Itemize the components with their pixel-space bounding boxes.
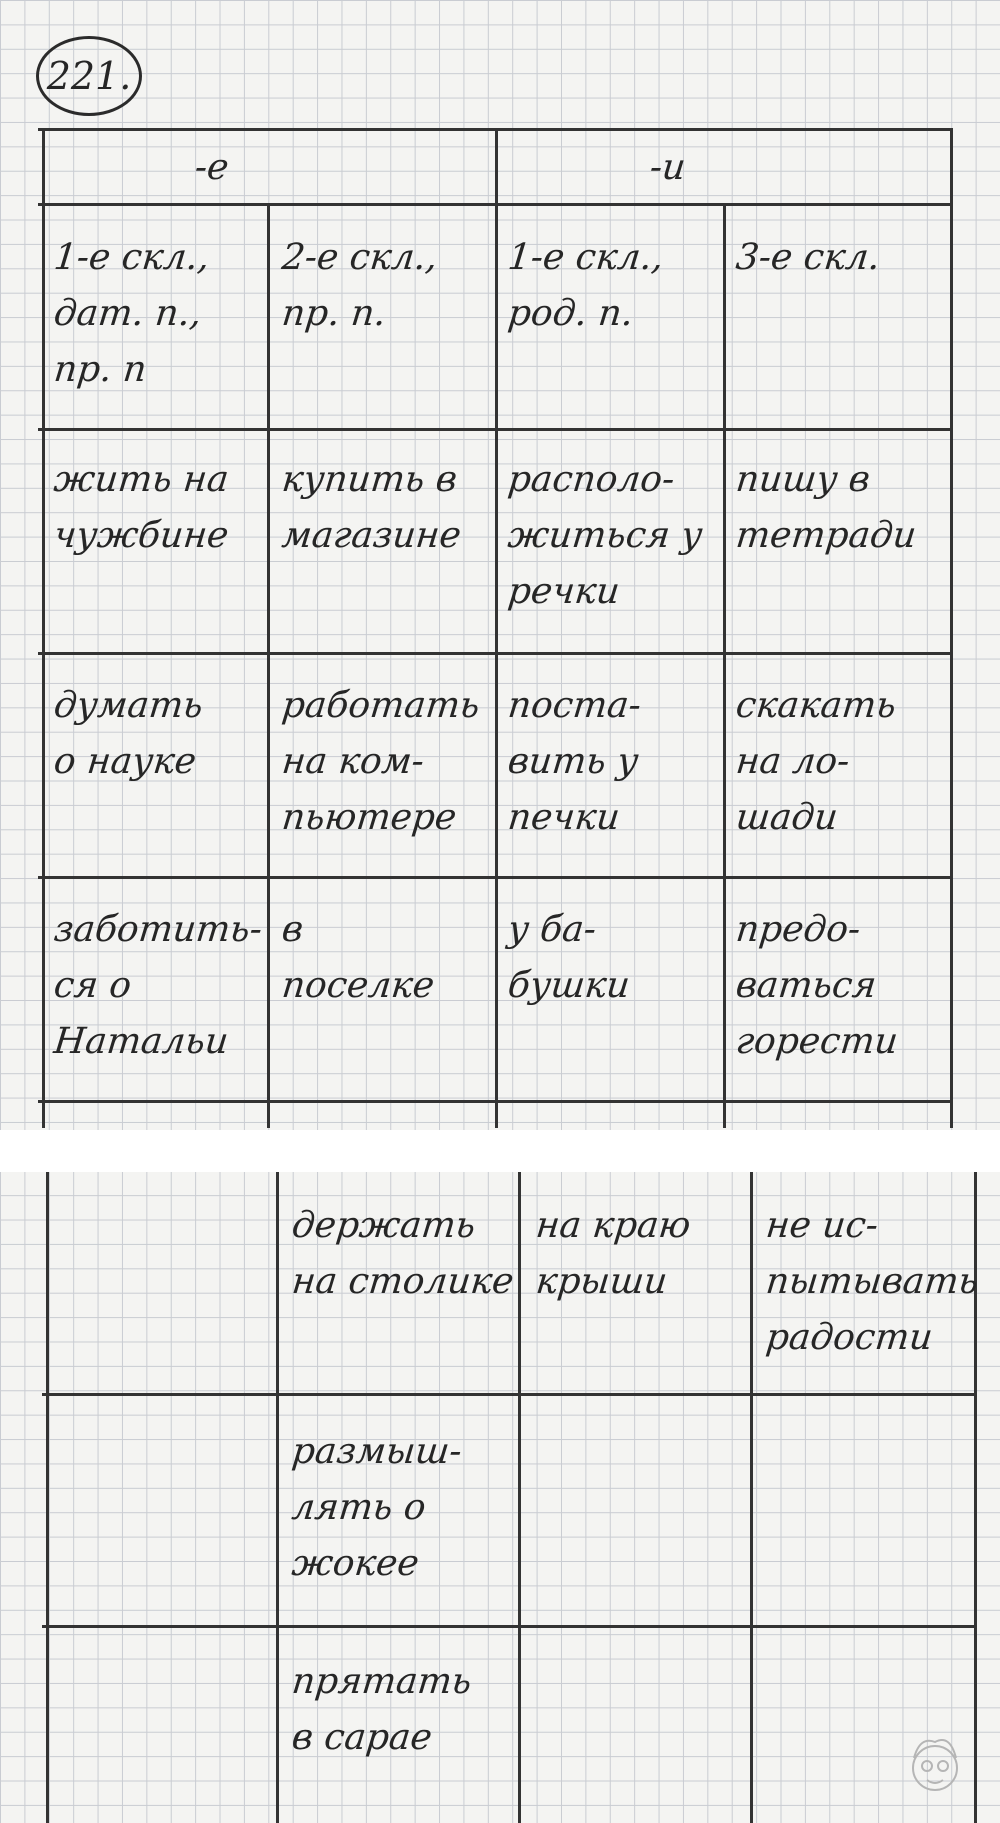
cell-line: держать [289,1205,478,1246]
table-cell [279,459,464,574]
table-border-left [42,128,45,1128]
cell-line: на краю [533,1205,693,1246]
cell-line: поста- [505,685,644,726]
cell-line: жокее [289,1543,421,1584]
cell-line: чужбине [51,515,231,556]
cell-line: ся о [51,965,134,1006]
table-cell [505,909,632,1024]
table-cell [289,1431,464,1602]
cell-line: магазине [279,515,464,556]
mascot-watermark-icon [900,1730,970,1800]
column-divider [518,1172,521,1823]
subheader-col-2 [279,237,440,352]
subheader-col-3 [505,237,666,352]
table-cell [51,909,265,1080]
table-cell [279,909,437,1024]
subheader-line: дат. п., [51,293,204,334]
table-cell [763,1205,981,1376]
cell-line: ваться [733,965,879,1006]
cell-line: горести [733,1021,900,1062]
cell-line: пьютере [279,797,459,838]
column-divider [723,203,726,1128]
cell-line: не ис- [763,1205,881,1246]
table-cell [51,459,231,574]
cell-line: жить на [51,459,231,500]
cell-line: печки [505,797,622,838]
cell-line: купить в [279,459,460,500]
table-cell [733,459,919,574]
cell-line: работать [279,685,482,726]
column-divider [267,203,270,1128]
cell-line: лять о [289,1487,428,1528]
table-cell [533,1205,693,1320]
cell-line: заботить- [51,909,265,950]
header-ending-i: -и [647,147,688,188]
subheader-line: пр. п [51,349,149,390]
cell-line: думать [51,685,205,726]
table-cell [289,1205,516,1320]
table-cell [733,909,900,1080]
cell-line: в [279,909,306,950]
subheader-col-1 [51,237,212,408]
subheader-col-4 [733,237,883,296]
cell-line: житься у [505,515,705,556]
cell-line: шади [733,797,840,838]
table-border-left [46,1172,49,1823]
table-border-right [950,128,953,1128]
cell-line: предо- [733,909,863,950]
table-cell [289,1661,474,1776]
table-cell [733,685,899,856]
cell-line: о науке [51,741,199,782]
problem-number: 221. [36,36,142,116]
cell-line: скакать [733,685,899,726]
cell-line: размыш- [289,1431,464,1472]
subheader-line: 1-е скл., [51,237,212,278]
table-cell [51,685,205,800]
cell-line: на ло- [733,741,852,782]
row-divider [42,1393,976,1396]
cell-line: на столике [289,1261,516,1302]
cell-line: прятать [289,1661,474,1702]
table-cell [505,459,705,630]
cell-line: бушки [505,965,632,1006]
table-cell [279,685,482,856]
cell-line: в сарае [289,1717,435,1758]
cell-line: на ком- [279,741,427,782]
header-ending-e: -е [192,147,231,188]
subheader-line: 3-е скл. [733,237,883,278]
table-cell [505,685,644,856]
cell-line: пытывать [763,1261,981,1302]
subheader-line: пр. п. [279,293,388,334]
subheader-line: 2-е скл., [279,237,440,278]
page-break [0,1130,1000,1172]
cell-line: располо- [505,459,677,500]
cell-line: радости [763,1317,935,1358]
cell-line: речки [505,571,622,612]
cell-line: вить у [505,741,641,782]
cell-line: у ба- [505,909,599,950]
cell-line: Натальи [51,1021,231,1062]
subheader-line: род. п. [505,293,636,334]
column-divider [750,1172,753,1823]
cell-line: поселке [279,965,437,1006]
cell-line: пишу в [733,459,872,500]
cell-line: тетради [733,515,919,556]
row-divider [42,1625,976,1628]
subheader-line: 1-е скл., [505,237,666,278]
cell-line: крыши [533,1261,670,1302]
column-divider [276,1172,279,1823]
column-divider [495,128,498,1128]
